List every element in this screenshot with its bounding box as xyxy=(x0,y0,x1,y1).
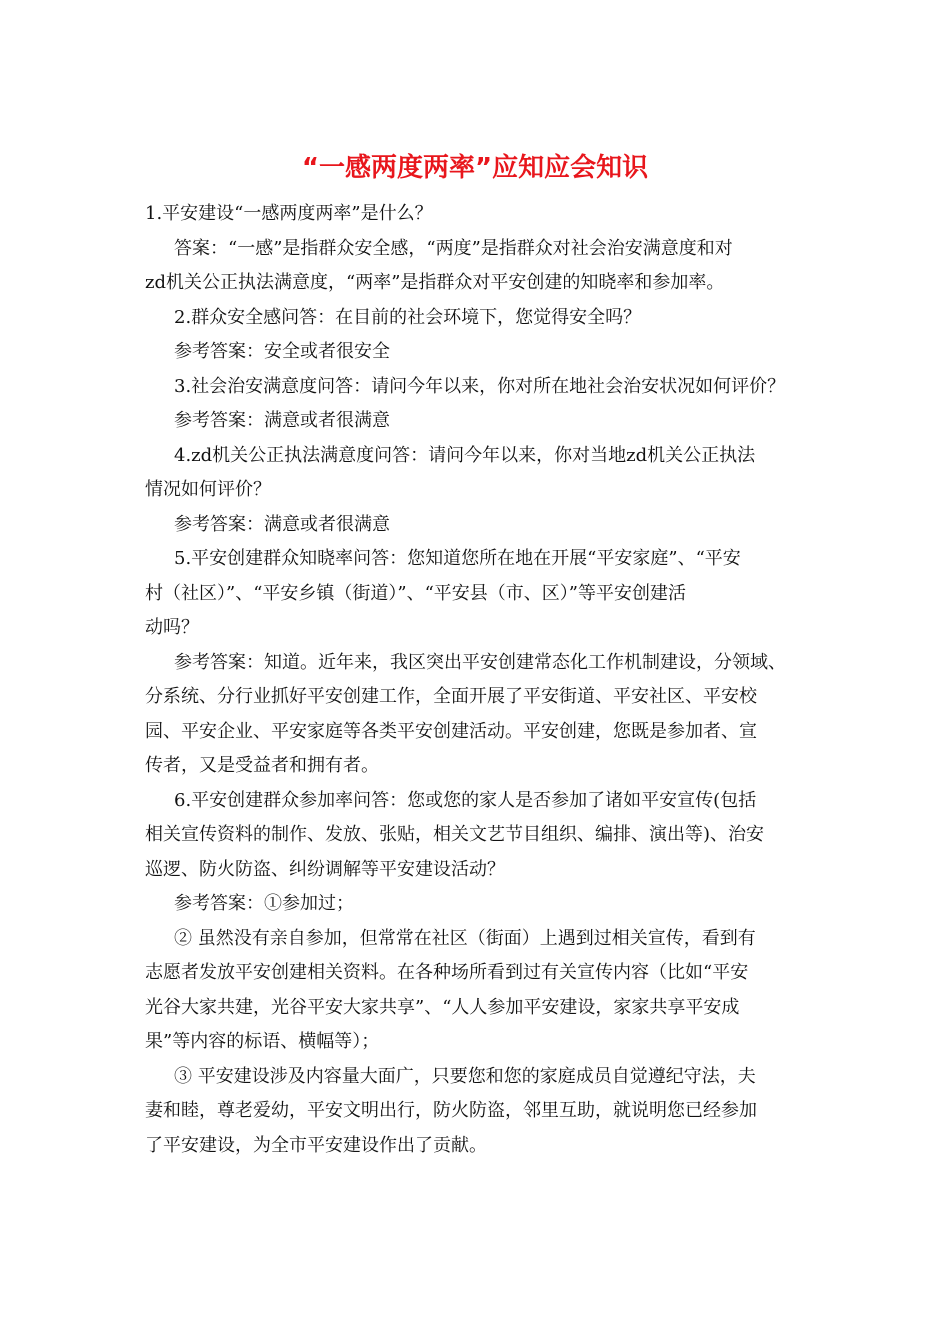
answer-6-item-3-line-2: 妻和睦，尊老爱幼，平安文明出行，防火防盗，邻里互助，就说明您已经参加 xyxy=(145,1100,757,1121)
question-4-line-1: 4.zd机关公正执法满意度问答：请问今年以来，你对当地zd机关公正执法 xyxy=(174,444,756,466)
document-body xyxy=(145,197,845,1163)
answer-1-line-1: 答案：“一感”是指群众安全感，“两度”是指群众对社会治安满意度和对 xyxy=(174,237,733,259)
answer-6-item-2-line-4: 果”等内容的标语、横幅等）； xyxy=(145,1031,380,1052)
question-3: 3.社会治安满意度问答：请问今年以来，你对所在地社会治安状况如何评价？ xyxy=(174,375,786,397)
question-4-line-2: 情况如何评价？ xyxy=(145,479,271,500)
answer-6-item-2-line-2: 志愿者发放平安创建相关资料。在各种场所看到过有关宣传内容（比如“平安 xyxy=(145,962,749,983)
question-1: 1.平安建设“一感两度两率”是什么？ xyxy=(145,203,433,224)
answer-5-line-3: 园、平安企业、平安家庭等各类平安创建活动。平安创建，您既是参加者、宣 xyxy=(145,720,757,742)
answer-6-item-3-line-1: ③ 平安建设涉及内容量大面广，只要您和您的家庭成员自觉遵纪守法，夫 xyxy=(174,1065,756,1087)
answer-6-item-1: 参考答案：①参加过； xyxy=(174,893,354,914)
answer-3: 参考答案：满意或者很满意 xyxy=(174,410,390,431)
answer-4: 参考答案：满意或者很满意 xyxy=(174,513,390,535)
answer-2: 参考答案：安全或者很安全 xyxy=(174,341,390,362)
question-5-line-3: 动吗？ xyxy=(145,617,199,638)
answer-6-item-2-line-1: ② 虽然没有亲自参加，但常常在社区（街面）上遇到过相关宣传，看到有 xyxy=(174,927,756,949)
question-6-line-1: 6.平安创建群众参加率问答：您或您的家人是否参加了诸如平安宣传(包括 xyxy=(174,789,757,811)
document-title: “一感两度两率”应知应会知识 xyxy=(301,153,649,183)
answer-5-line-1: 参考答案：知道。近年来，我区突出平安创建常态化工作机制建设，分领域、 xyxy=(174,651,786,673)
question-2: 2.群众安全感问答：在目前的社会环境下，您觉得安全吗？ xyxy=(174,306,642,328)
question-5-line-2: 村（社区）”、“平安乡镇（街道）”、“平安县（市、区）”等平安创建活 xyxy=(145,582,687,604)
answer-1-line-2: zd机关公正执法满意度，“两率”是指群众对平安创建的知晓率和参加率。 xyxy=(145,272,725,293)
answer-6-item-3-line-3: 了平安建设，为全市平安建设作出了贡献。 xyxy=(145,1134,487,1156)
question-6-line-3: 巡逻、防火防盗、纠纷调解等平安建设活动？ xyxy=(145,858,505,880)
answer-5-line-2: 分系统、分行业抓好平安创建工作，全面开展了平安街道、平安社区、平安校 xyxy=(145,686,757,707)
answer-6-item-2-line-3: 光谷大家共建，光谷平安大家共享”、“人人参加平安建设，家家共享平安成 xyxy=(145,996,740,1018)
answer-5-line-4: 传者，又是受益者和拥有者。 xyxy=(145,755,379,776)
question-6-line-2: 相关宣传资料的制作、发放、张贴，相关文艺节目组织、编排、演出等)、治安 xyxy=(145,824,765,845)
question-5-line-1: 5.平安创建群众知晓率问答：您知道您所在地在开展“平安家庭”、“平安 xyxy=(174,548,741,569)
